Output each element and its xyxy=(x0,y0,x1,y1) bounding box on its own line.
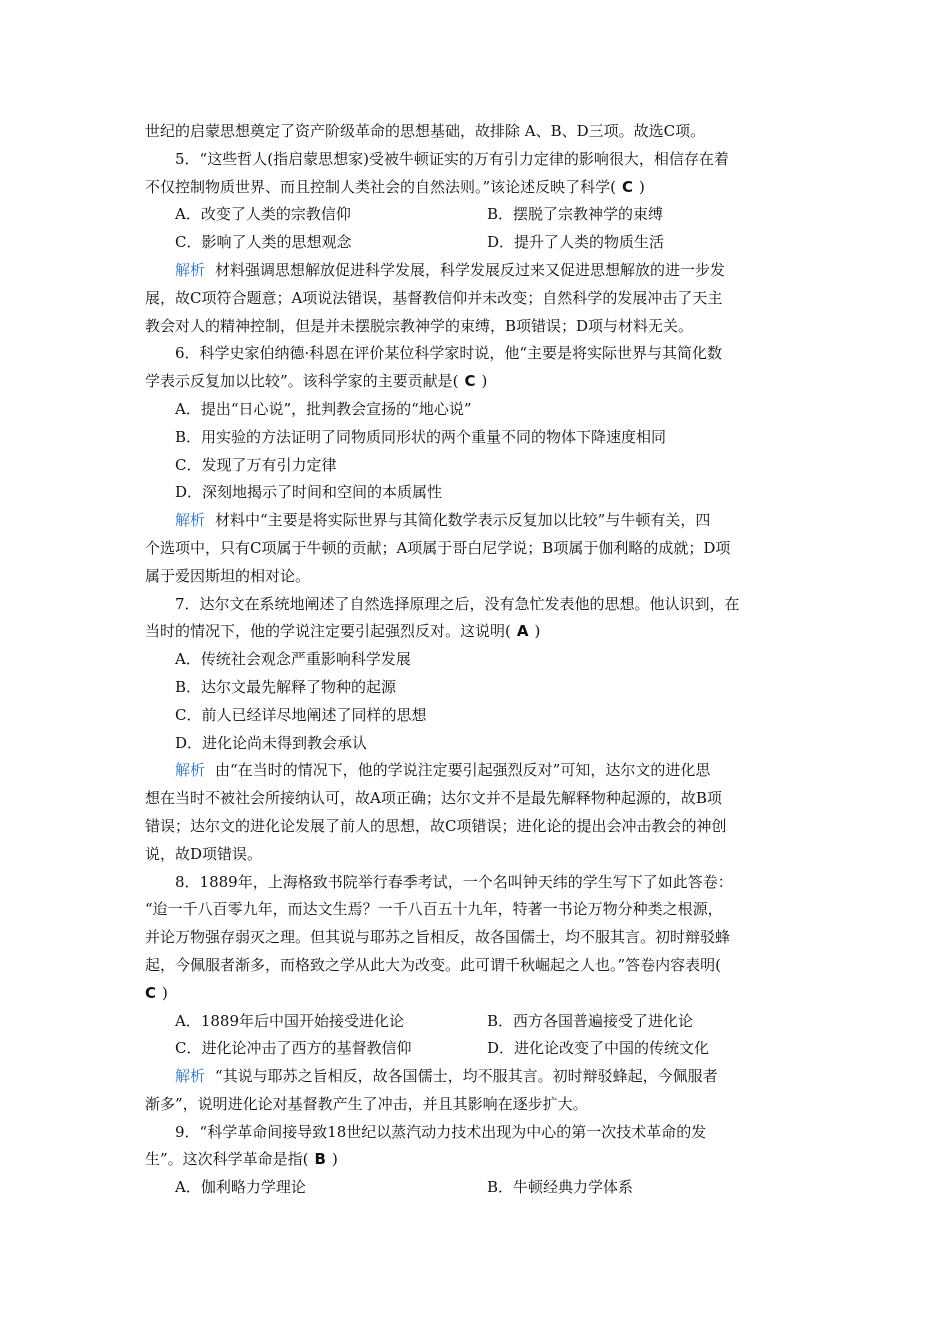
close-paren: ) xyxy=(534,622,541,641)
explanation-text-line: 想在当时不被社会所接纳认可，故A项正确；达尔文并不是最先解释物种起源的，故B项 xyxy=(145,789,722,808)
question-5-stem-cont xyxy=(145,174,805,202)
question-6-stem-cont xyxy=(145,368,805,396)
question-8-options-row-1 xyxy=(145,1008,805,1036)
explanation-text-line: 属于爱因斯坦的相对论。 xyxy=(145,566,311,585)
option-c: C．前人已经详尽地阐述了同样的思想 xyxy=(175,705,427,724)
question-6-stem: 6．科学史家伯纳德·科恩在评价某位科学家时说，他“主要是将实际世界与其简化数 xyxy=(175,344,722,363)
text-line: 世纪的启蒙思想奠定了资产阶级革命的思想基础，故排除 A、B、D三项。故选C项。 xyxy=(145,122,706,140)
option-c: C．影响了人类的思想观念 xyxy=(175,233,352,252)
explanation-text-line: 教会对人的精神控制，但是并未摆脱宗教神学的束缚，B项错误；D项与材料无关。 xyxy=(145,316,694,335)
answer-letter: C xyxy=(464,372,476,391)
option-a: A．传统社会观念严重影响科学发展 xyxy=(175,650,411,669)
question-9-stem-cont xyxy=(145,1146,805,1174)
option-a: A．1889年后中国开始接受进化论 xyxy=(175,1011,405,1030)
explanation-text-line: 错误；达尔文的进化论发展了前人的思想，故C项错误；进化论的提出会冲击教会的神创 xyxy=(145,816,727,835)
explanation-text-line: 展，故C项符合题意；A项说法错误，基督教信仰并未改变；自然科学的发展冲击了天主 xyxy=(145,288,723,307)
answer-letter: A xyxy=(516,622,529,641)
option-b: B．摆脱了宗教神学的束缚 xyxy=(487,205,664,224)
explanation-text-line: 个选项中，只有C项属于牛顿的贡献；A项属于哥白尼学说；B项属于伽利略的成就；D项 xyxy=(145,538,731,557)
question-8-stem-cont: 并论万物强存弱灭之理。但其说与耶苏之旨相反，故各国儒士，均不服其言。初时辩驳蜂 xyxy=(145,928,731,947)
stem-text: 学表示反复加以比较”。该科学家的主要贡献是( xyxy=(145,372,459,391)
question-5-options-row-1 xyxy=(145,201,805,229)
question-8-answer-line xyxy=(145,980,805,1008)
answer-letter: C xyxy=(622,177,634,196)
question-7-stem: 7．达尔文在系统地阐述了自然选择原理之后，没有急忙发表他的思想。他认识到，在 xyxy=(175,594,740,613)
explanation-text: 材料中“主要是将实际世界与其简化数学表示反复加以比较”与牛顿有关，四 xyxy=(215,511,711,530)
explanation-text: 材料强调思想解放促进科学发展，科学发展反过来又促进思想解放的进一步发 xyxy=(215,260,726,279)
option-b: B．用实验的方法证明了同物质同形状的两个重量不同的物体下降速度相同 xyxy=(175,427,667,446)
question-8-stem: 8．1889年，上海格致书院举行春季考试，一个名叫钟天纬的学生写下了如此答卷： xyxy=(175,872,733,891)
option-c: C．进化论冲击了西方的基督教信仰 xyxy=(175,1039,412,1058)
explanation-text-line: 渐多”，说明进化论对基督教产生了冲击，并且其影响在逐步扩大。 xyxy=(145,1094,588,1113)
question-5-explanation xyxy=(145,257,805,285)
explanation-label: 解析 xyxy=(175,511,206,530)
explanation-text-line: 说，故D项错误。 xyxy=(145,844,263,863)
stem-text: 不仅控制物质世界、而且控制人类社会的自然法则。”该论述反映了科学( xyxy=(145,177,617,196)
option-b: B．牛顿经典力学体系 xyxy=(487,1178,634,1197)
option-d: D．提升了人类的物质生活 xyxy=(487,233,665,252)
option-b: B．西方各国普遍接受了进化论 xyxy=(487,1011,694,1030)
close-paren: ) xyxy=(331,1150,338,1169)
question-5-options-row-2 xyxy=(145,229,805,257)
question-6-explanation xyxy=(145,507,805,535)
question-5-stem: 5．“这些哲人(指启蒙思想家)受被牛顿证实的万有引力定律的影响很大，相信存在着 xyxy=(175,149,729,168)
option-d: D．进化论改变了中国的传统文化 xyxy=(487,1039,710,1058)
question-7-explanation xyxy=(145,757,805,785)
question-8-explanation xyxy=(145,1063,805,1091)
explanation-label: 解析 xyxy=(175,260,206,279)
question-8-options-row-2 xyxy=(145,1035,805,1063)
explanation-label: 解析 xyxy=(175,1067,206,1086)
option-d: D．进化论尚未得到教会承认 xyxy=(175,733,368,752)
question-8-stem-cont: “迨一千八百零九年，而达文生焉？一千八百五十九年，特著一书论万物分种类之根源， xyxy=(145,900,723,919)
option-a: A．改变了人类的宗教信仰 xyxy=(175,205,351,224)
document-body xyxy=(145,118,805,1202)
question-7-stem-cont xyxy=(145,618,805,646)
option-d: D．深刻地揭示了时间和空间的本质属性 xyxy=(175,483,443,502)
close-paren: ) xyxy=(481,372,488,391)
explanation-label: 解析 xyxy=(175,761,206,780)
stem-text: 生”。这次科学革命是指( xyxy=(145,1150,309,1169)
close-paren: ) xyxy=(162,983,168,1002)
option-a: A．提出“日心说”，批判教会宣扬的“地心说” xyxy=(175,399,472,418)
option-b: B．达尔文最先解释了物种的起源 xyxy=(175,677,397,696)
answer-letter: C xyxy=(145,983,157,1002)
question-9-options-row-1 xyxy=(145,1174,805,1202)
option-c: C．发现了万有引力定律 xyxy=(175,455,337,474)
explanation-text: “其说与耶苏之旨相反，故各国儒士，均不服其言。初时辩驳蜂起，今佩服者 xyxy=(215,1067,718,1086)
answer-letter: B xyxy=(314,1150,326,1169)
stem-text: 当时的情况下，他的学说注定要引起强烈反对。这说明( xyxy=(145,622,511,641)
option-a: A．伽利略力学理论 xyxy=(175,1178,306,1197)
close-paren: ) xyxy=(639,177,645,196)
question-8-stem-cont: 起，今佩服者渐多，而格致之学从此大为改变。此可谓千秋崛起之人也。”答卷内容表明( xyxy=(145,955,722,974)
question-9-stem: 9．“科学革命间接导致18世纪以蒸汽动力技术出现为中心的第一次技术革命的发 xyxy=(175,1122,707,1141)
explanation-text: 由“在当时的情况下，他的学说注定要引起强烈反对”可知，达尔文的进化思 xyxy=(215,761,711,780)
